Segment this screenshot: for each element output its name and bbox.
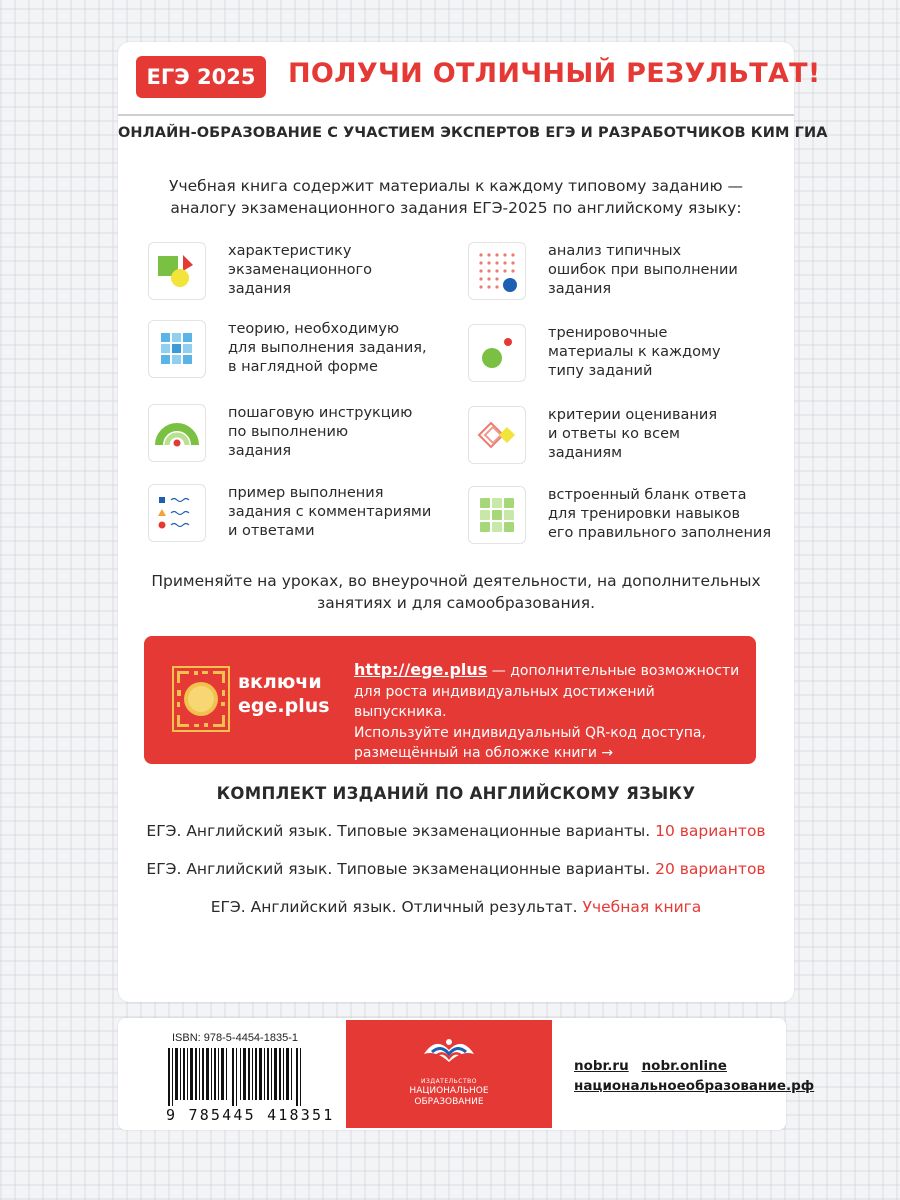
qr-code-icon	[172, 666, 230, 732]
barcode-icon	[168, 1048, 304, 1106]
book-item: ЕГЭ. Английский язык. Отличный результат. Учебная книга	[210, 898, 702, 916]
publisher-name: НАЦИОНАЛЬНОЕ ОБРАЗОВАНИЕ	[409, 1086, 489, 1107]
publisher-links	[574, 1056, 814, 1096]
intro-text: Учебная книга содержит материалы к каждому типовому заданию — аналогу экзаменационного задания ЕГЭ-2025 по английскому языку:	[169, 177, 743, 217]
link-nobr-online[interactable]: nobr.online	[641, 1058, 727, 1074]
list-icon	[148, 484, 206, 542]
link-nacobr-rf[interactable]: национальноеобразование.рф	[574, 1078, 815, 1094]
divider	[118, 114, 794, 116]
headline: ПОЛУЧИ ОТЛИЧНЫЙ РЕЗУЛЬТАТ!	[288, 58, 821, 89]
set-title: КОМПЛЕКТ ИЗДАНИЙ ПО АНГЛИЙСКОМУ ЯЗЫКУ	[216, 784, 696, 803]
promo-description: http://ege.plus — дополнительные возможности для роста индивидуальных достижений выпускника. Используйте индивидуальный QR-код доступа, размещённый на обложке книги →	[354, 660, 740, 761]
ege-plus-link[interactable]: http://ege.plus	[354, 660, 488, 679]
isbn: ISBN: 978-5-4454-1835-1	[172, 1032, 298, 1044]
diamond-icon	[468, 406, 526, 464]
shapes-icon	[148, 242, 206, 300]
imprint-strip	[118, 1018, 815, 1130]
book-item: ЕГЭ. Английский язык. Типовые экзаменационные варианты. 20 вариантов	[146, 860, 766, 878]
usage-text: Применяйте на уроках, во внеурочной деятельности, на дополнительных занятиях и для самообразования.	[151, 572, 761, 612]
publisher-logo-block: ИЗДАТЕЛЬСТВО НАЦИОНАЛЬНОЕ ОБРАЗОВАНИЕ	[346, 1020, 552, 1128]
dots-grid-icon	[468, 242, 526, 300]
circles-icon	[468, 324, 526, 382]
subheadline: ОНЛАЙН-ОБРАЗОВАНИЕ С УЧАСТИЕМ ЭКСПЕРТОВ ЕГЭ И РАЗРАБОТЧИКОВ КИМ ГИА	[118, 125, 828, 141]
ege-plus-promo	[144, 636, 756, 764]
exam-year-badge: ЕГЭ 2025	[136, 56, 266, 98]
answer-blank-icon	[468, 486, 526, 544]
eagle-logo-icon	[346, 1020, 552, 1080]
book-item: ЕГЭ. Английский язык. Типовые экзаменационные варианты. 10 вариантов	[146, 822, 766, 840]
arc-icon	[148, 404, 206, 462]
blue-grid-icon	[148, 320, 206, 378]
promo-cta: включи ege.plus	[238, 671, 330, 717]
link-nobr-ru[interactable]: nobr.ru	[574, 1058, 629, 1074]
barcode-number: 9 785445 418351	[166, 1106, 335, 1124]
back-cover-card: ЕГЭ 2025 ПОЛУЧИ ОТЛИЧНЫЙ РЕЗУЛЬТАТ! ОНЛАЙН-ОБРАЗОВАНИЕ С УЧАСТИЕМ ЭКСПЕРТОВ ЕГЭ И РАЗРАБОТЧИКОВ КИМ ГИА Учебная книга содержит материалы к каждому типовому заданию — аналогу экзаменационного задания ЕГЭ-2025 по английскому языку: характеристику экзаменационного задания анализ типичных ошибок при выполнении задания теорию, необходимую для выполнения задания, в наглядной форме тренировочные материалы к каждому типу заданий пошаговую инструкцию по выполнению задания критерии оценивания и ответы ко всем заданиям пример выполнения задания с комментариями и ответами встроенный бланк ответа для тренировки навыков его правильного заполнения Применяйте на уроках, во внеурочной деятельности, на дополнительных занятиях и для самообразования. включи ege.plus http://ege.plus — дополнительные возможности для роста индивидуальных достижений выпускника. Используйте индивидуальный QR-код доступа, размещённый на обложке книги → КОМПЛЕКТ ИЗДАНИЙ ПО АНГЛИЙСКОМУ ЯЗЫКУ ЕГЭ. Английский язык. Типовые экзаменационные варианты. 10 вариантов ЕГЭ. Английский язык. Типовые экзаменационные варианты. 20 вариантов ЕГЭ. Английский язык. Отличный результат. Учебная книга	[118, 42, 794, 1002]
